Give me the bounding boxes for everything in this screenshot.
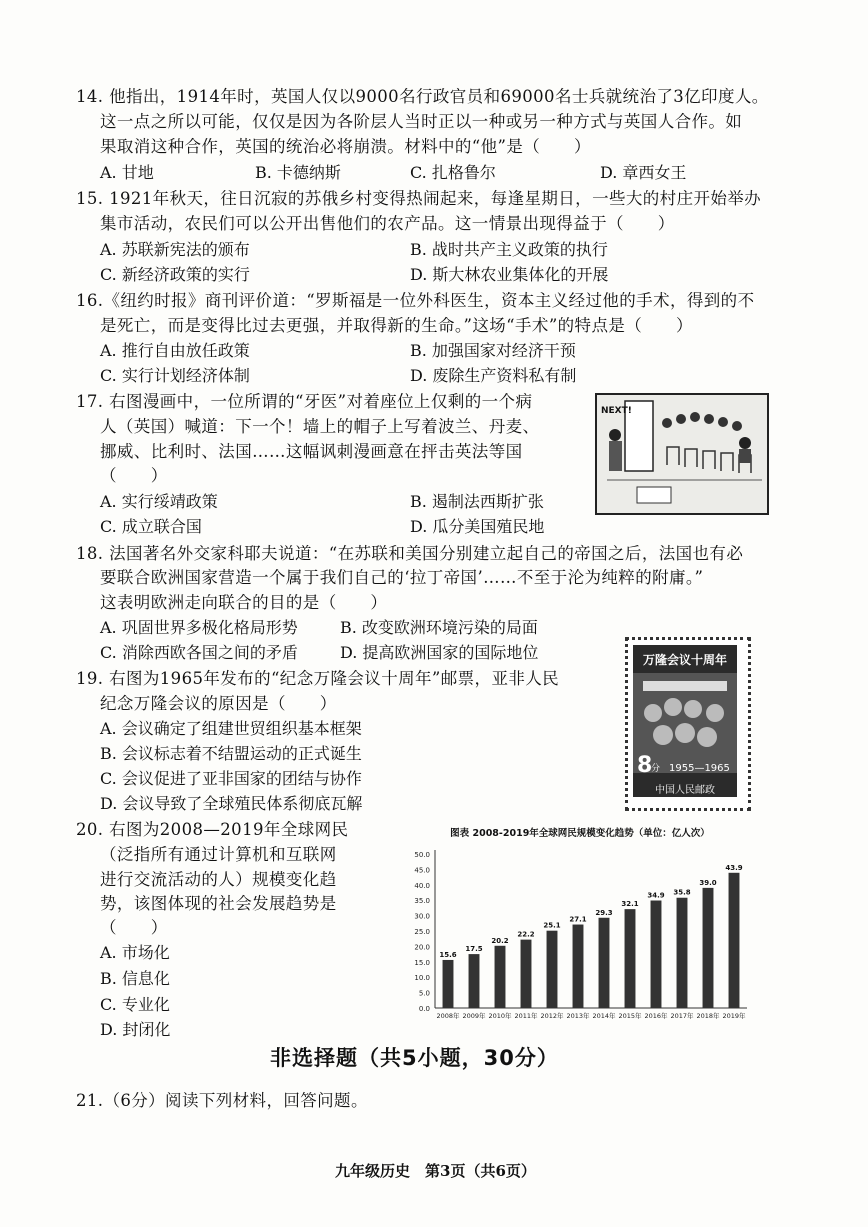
chart-bar xyxy=(599,918,610,1008)
q20-option-a: A. 市场化 xyxy=(100,943,170,962)
bar-value-label: 17.5 xyxy=(465,945,483,954)
q18-option-d: D. 提高欧洲国家的国际地位 xyxy=(340,643,539,662)
q19-line-1: 19. 右图为1965年发布的“纪念万隆会议十周年”邮票，亚非人民 xyxy=(76,669,560,688)
q15-line-1: 15. 1921年秋天，往日沉寂的苏俄乡村变得热闹起来，每逢星期日，一些大的村庄开始举办 xyxy=(76,189,762,208)
q18-line-3: 这表明欧洲走向联合的目的是（ ） xyxy=(100,593,388,612)
bar-value-label: 35.8 xyxy=(673,888,691,897)
q14-option-c: C. 扎格鲁尔 xyxy=(410,163,496,182)
q17-line-2: 人（英国）喊道：下一个！墙上的帽子上写着波兰、丹麦、 xyxy=(100,417,540,436)
chart-bar xyxy=(677,898,688,1008)
q15-option-c: C. 新经济政策的实行 xyxy=(100,265,250,284)
q15-line-2: 集市活动，农民们可以公开出售他们的农产品。这一情景出现得益于（ ） xyxy=(100,214,675,233)
q17-option-a: A. 实行绥靖政策 xyxy=(100,492,218,511)
y-tick-label: 15.0 xyxy=(414,958,430,967)
q17-line-4: （ ） xyxy=(100,466,168,485)
y-tick-label: 0.0 xyxy=(418,1005,430,1013)
x-tick-label: 2011年 xyxy=(514,1012,538,1020)
q18-line-1: 18. 法国著名外交家科耶夫说道：“在苏联和美国分别建立起自己的帝国之后，法国也有必 xyxy=(76,544,744,563)
y-tick-label: 50.0 xyxy=(414,851,430,859)
section-title: 非选择题（共5小题，30分） xyxy=(270,1046,559,1070)
q20-option-c: C. 专业化 xyxy=(100,995,170,1014)
q18-option-c: C. 消除西欧各国之间的矛盾 xyxy=(100,643,298,662)
x-tick-label: 2018年 xyxy=(696,1012,720,1020)
q16-line-1: 16.《纽约时报》商刊评价道：“罗斯福是一位外科医生，资本主义经过他的手术，得到的不 xyxy=(76,291,755,310)
q17-option-b: B. 遏制法西斯扩张 xyxy=(410,492,544,511)
y-tick-label: 5.0 xyxy=(418,989,430,998)
bar-value-label: 25.1 xyxy=(543,921,561,930)
stamp-country: 中国人民邮政 xyxy=(655,785,715,796)
chart-bar xyxy=(651,901,662,1008)
q19-option-a: A. 会议确定了组建世贸组织基本框架 xyxy=(100,719,362,738)
y-tick-label: 10.0 xyxy=(414,974,430,983)
x-tick-label: 2017年 xyxy=(670,1012,694,1020)
q17-line-1: 17. 右图漫画中，一位所谓的“牙医”对着座位上仅剩的一个病 xyxy=(76,392,533,411)
q16-option-b: B. 加强国家对经济干预 xyxy=(410,341,576,360)
q14-option-a: A. 甘地 xyxy=(100,163,154,182)
q16-option-d: D. 废除生产资料私有制 xyxy=(410,366,577,385)
netizen-bar-chart xyxy=(395,826,765,1031)
q20-option-b: B. 信息化 xyxy=(100,969,170,988)
q19-line-2: 纪念万隆会议的原因是（ ） xyxy=(100,694,337,713)
q15-option-a: A. 苏联新宪法的颁布 xyxy=(100,240,250,259)
chart-bar xyxy=(625,909,636,1008)
y-tick-label: 30.0 xyxy=(414,912,430,921)
bar-value-label: 32.1 xyxy=(621,900,639,909)
x-tick-label: 2009年 xyxy=(462,1012,486,1020)
page-footer: 九年级历史 第3页（共6页） xyxy=(335,1162,536,1180)
bar-value-label: 15.6 xyxy=(439,950,457,959)
x-tick-label: 2013年 xyxy=(566,1012,590,1020)
x-tick-label: 2016年 xyxy=(644,1012,668,1020)
y-tick-label: 25.0 xyxy=(414,928,430,936)
y-tick-label: 45.0 xyxy=(414,866,430,875)
cartoon-next-text: NEXT! xyxy=(601,406,632,416)
q20-line-2: （泛指所有通过计算机和互联网 xyxy=(100,845,337,864)
q15-option-b: B. 战时共产主义政策的执行 xyxy=(410,240,608,259)
q14-option-d: D. 章西女王 xyxy=(600,163,687,182)
q18-line-2: 要联合欧洲国家营造一个属于我们自己的‘拉丁帝国’……不至于沦为纯粹的附庸。” xyxy=(100,568,704,587)
stamp-years: 1955—1965 xyxy=(669,763,730,774)
x-tick-label: 2014年 xyxy=(592,1012,616,1020)
q19-option-d: D. 会议导致了全球殖民体系彻底瓦解 xyxy=(100,794,363,813)
q20-line-1: 20. 右图为2008—2019年全球网民 xyxy=(76,820,349,839)
bar-value-label: 20.2 xyxy=(491,936,509,945)
stamp-title: 万隆会议十周年 xyxy=(642,653,727,667)
chart-bar xyxy=(495,946,506,1008)
chart-title: 图表 2008-2019年全球网民规模变化趋势（单位：亿人次） xyxy=(450,828,710,839)
chart-bar xyxy=(703,888,714,1008)
chart-bar xyxy=(573,925,584,1008)
q18-option-b: B. 改变欧洲环境污染的局面 xyxy=(340,618,538,637)
q17-option-c: C. 成立联合国 xyxy=(100,517,202,536)
q16-option-a: A. 推行自由放任政策 xyxy=(100,341,250,360)
chart-bar xyxy=(443,960,454,1008)
bar-value-label: 39.0 xyxy=(699,878,717,887)
chart-bar xyxy=(547,931,558,1008)
q14-option-b: B. 卡德纳斯 xyxy=(255,163,341,182)
q17-line-3: 挪威、比利时、法国……这幅讽刺漫画意在抨击英法等国 xyxy=(100,442,523,461)
q14-line-2: 这一点之所以可能，仅仅是因为各阶层人当时正以一种或另一种方式与英国人合作。如 xyxy=(100,112,743,131)
y-tick-label: 40.0 xyxy=(414,881,430,890)
q14-line-1: 14. 他指出，1914年时，英国人仅以9000名行政官员和69000名士兵就统治了3亿印度人。 xyxy=(76,87,769,106)
dentist-cartoon-image xyxy=(595,393,769,515)
q14-line-3: 果取消这种合作，英国的统治必将崩溃。材料中的“他”是（ ） xyxy=(100,137,591,156)
q15-option-d: D. 斯大林农业集体化的开展 xyxy=(410,265,609,284)
q21-line: 21.（6分）阅读下列材料，回答问题。 xyxy=(76,1091,368,1110)
q19-option-b: B. 会议标志着不结盟运动的正式诞生 xyxy=(100,744,362,763)
q18-option-a: A. 巩固世界多极化格局形势 xyxy=(100,618,298,637)
x-tick-label: 2012年 xyxy=(540,1012,564,1020)
x-tick-label: 2010年 xyxy=(488,1012,512,1020)
q20-line-5: （ ） xyxy=(100,918,168,937)
bar-value-label: 29.3 xyxy=(595,908,613,917)
q20-line-3: 进行交流活动的人）规模变化趋 xyxy=(100,870,337,889)
x-tick-label: 2019年 xyxy=(722,1012,746,1020)
q20-line-4: 势，该图体现的社会发展趋势是 xyxy=(100,894,337,913)
q19-option-c: C. 会议促进了亚非国家的团结与协作 xyxy=(100,769,362,788)
q16-line-2: 是死亡，而是变得比过去更强，并取得新的生命。”这场“手术”的特点是（ ） xyxy=(100,316,693,335)
x-tick-label: 2015年 xyxy=(618,1012,642,1020)
bar-value-label: 43.9 xyxy=(725,863,743,872)
q20-option-d: D. 封闭化 xyxy=(100,1020,171,1039)
bar-value-label: 22.2 xyxy=(517,930,535,939)
y-tick-label: 20.0 xyxy=(414,943,430,952)
chart-bar xyxy=(521,940,532,1008)
bar-value-label: 27.1 xyxy=(569,915,587,924)
x-tick-label: 2008年 xyxy=(436,1012,460,1020)
chart-bar xyxy=(729,873,740,1008)
stamp-unit: 分 xyxy=(651,764,661,774)
q17-option-d: D. 瓜分美国殖民地 xyxy=(410,517,545,536)
q16-option-c: C. 实行计划经济体制 xyxy=(100,366,250,385)
bandung-stamp-image xyxy=(625,637,751,811)
y-tick-label: 35.0 xyxy=(414,897,430,906)
chart-bar xyxy=(469,954,480,1008)
stamp-value: 8 xyxy=(637,753,653,778)
bar-value-label: 34.9 xyxy=(647,891,665,900)
